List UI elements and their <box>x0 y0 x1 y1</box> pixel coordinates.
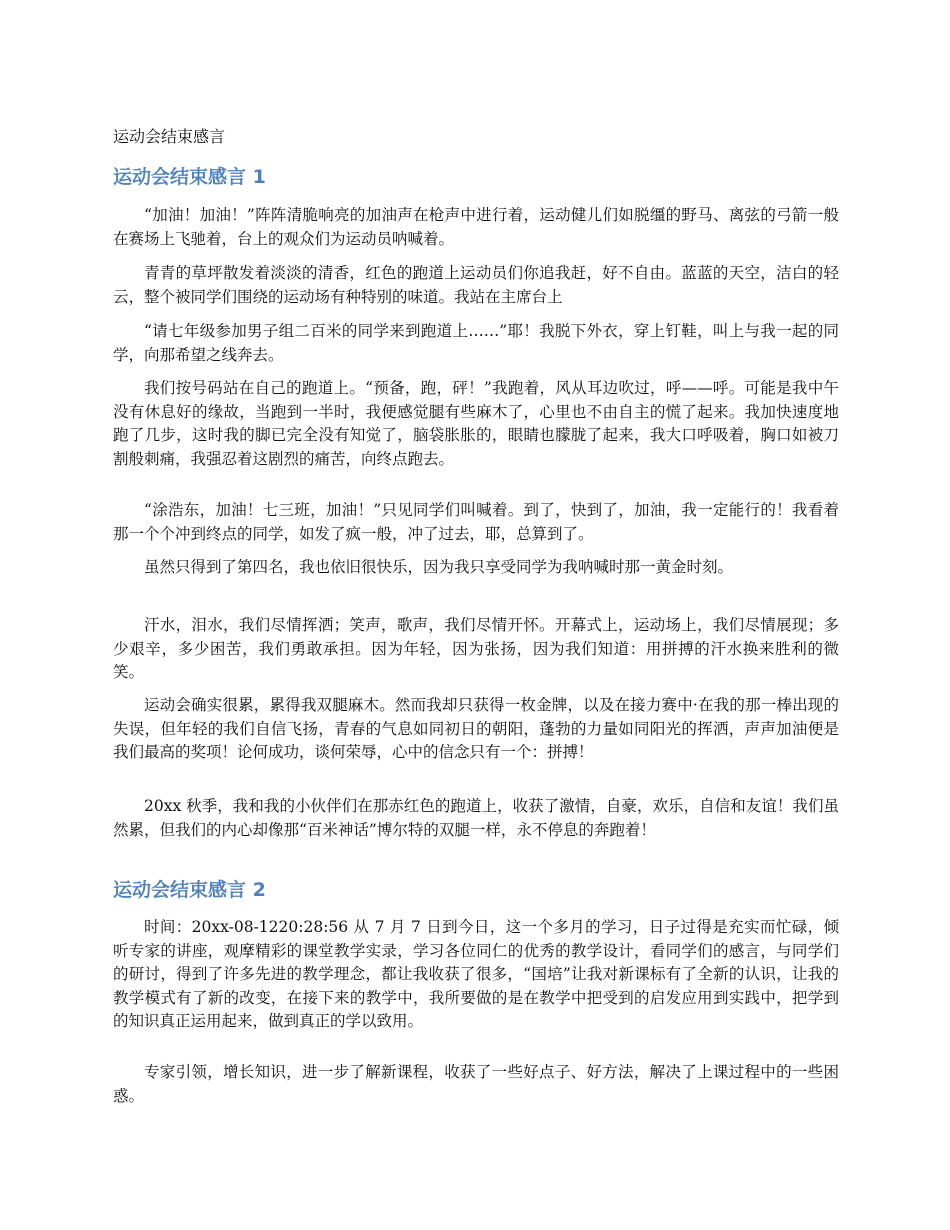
paragraph: 运动会确实很累，累得我双腿麻木。然而我却只获得一枚金牌，以及在接力赛中·在我的那一棒出现的失误，但年轻的我们自信飞扬，青春的气息如同初日的朝阳，蓬勃的力量如同阳光的挥洒，声声加油便是我们最高的奖项！论何成功，谈何荣辱，心中的信念只有一个：拼搏！ <box>113 696 839 761</box>
section-heading-2: 运动会结束感言 2 <box>113 879 266 901</box>
paragraph: “涂浩东，加油！七三班，加油！”只见同学们叫喊着。到了，快到了，加油，我一定能行的！我看着那一个个冲到终点的同学，如发了疯一般，冲了过去，耶，总算到了。 <box>113 501 839 543</box>
paragraph: 专家引领，增长知识，进一步了解新课程，收获了一些好点子、好方法，解决了上课过程中的一些困惑。 <box>113 1063 839 1105</box>
paragraph: 我们按号码站在自己的跑道上。“预备，跑，砰！”我跑着，风从耳边吹过，呼——呼。可能是我中午没有休息好的缘故，当跑到一半时，我便感觉腿有些麻木了，心里也不由自主的慌了起来。我加快速度地跑了几步，这时我的脚已完全没有知觉了，脑袋胀胀的，眼睛也朦胧了起来，我大口呼吸着，胸口如被刀割般刺痛，我强忍着这剧烈的痛苦，向终点跑去。 <box>113 379 839 468</box>
section-heading-1: 运动会结束感言 1 <box>113 166 266 188</box>
paragraph: 汗水，泪水，我们尽情挥洒；笑声，歌声，我们尽情开怀。开幕式上，运动场上，我们尽情展现；多少艰辛，多少困苦，我们勇敢承担。因为年轻，因为张扬，因为我们知道：用拼搏的汗水换来胜利的微笑。 <box>113 616 839 681</box>
document-title: 运动会结束感言 <box>113 127 226 146</box>
paragraph: 虽然只得到了第四名，我也依旧很快乐，因为我只享受同学为我呐喊时那一黄金时刻。 <box>144 558 734 576</box>
paragraph: “请七年级参加男子组二百米的同学来到跑道上……”耶！我脱下外衣，穿上钉鞋，叫上与我一起的同学，向那希望之线奔去。 <box>113 322 839 364</box>
paragraph: 时间：20xx-08-1220:28:56 从 7 月 7 日到今日，这一个多月的学习，日子过得是充实而忙碌，倾听专家的讲座，观摩精彩的课堂教学实录，学习各位同仁的优秀的教学设计，看同学们的感言，与同学们的研讨，得到了许多先进的教学理念，都让我收获了很多，“国培”让我对新课标有了全新的认识，让我的教学模式有了新的改变，在接下来的教学中，我所要做的是在教学中把受到的启发应用到实践中，把学到的知识真正运用起来，做到真正的学以致用。 <box>113 918 839 1030</box>
paragraph: “加油！加油！”阵阵清脆响亮的加油声在枪声中进行着，运动健儿们如脱缰的野马、离弦的弓箭一般在赛场上飞驰着，台上的观众们为运动员呐喊着。 <box>113 206 839 248</box>
paragraph: 20xx 秋季，我和我的小伙伴们在那赤红色的跑道上，收获了激情，自豪，欢乐，自信和友谊！我们虽然累，但我们的内心却像那“百米神话”博尔特的双腿一样，永不停息的奔跑着！ <box>113 797 839 839</box>
paragraph: 青青的草坪散发着淡淡的清香，红色的跑道上运动员们你追我赶，好不自由。蓝蓝的天空，洁白的轻云，整个被同学们围绕的运动场有种特别的味道。我站在主席台上 <box>113 264 839 306</box>
